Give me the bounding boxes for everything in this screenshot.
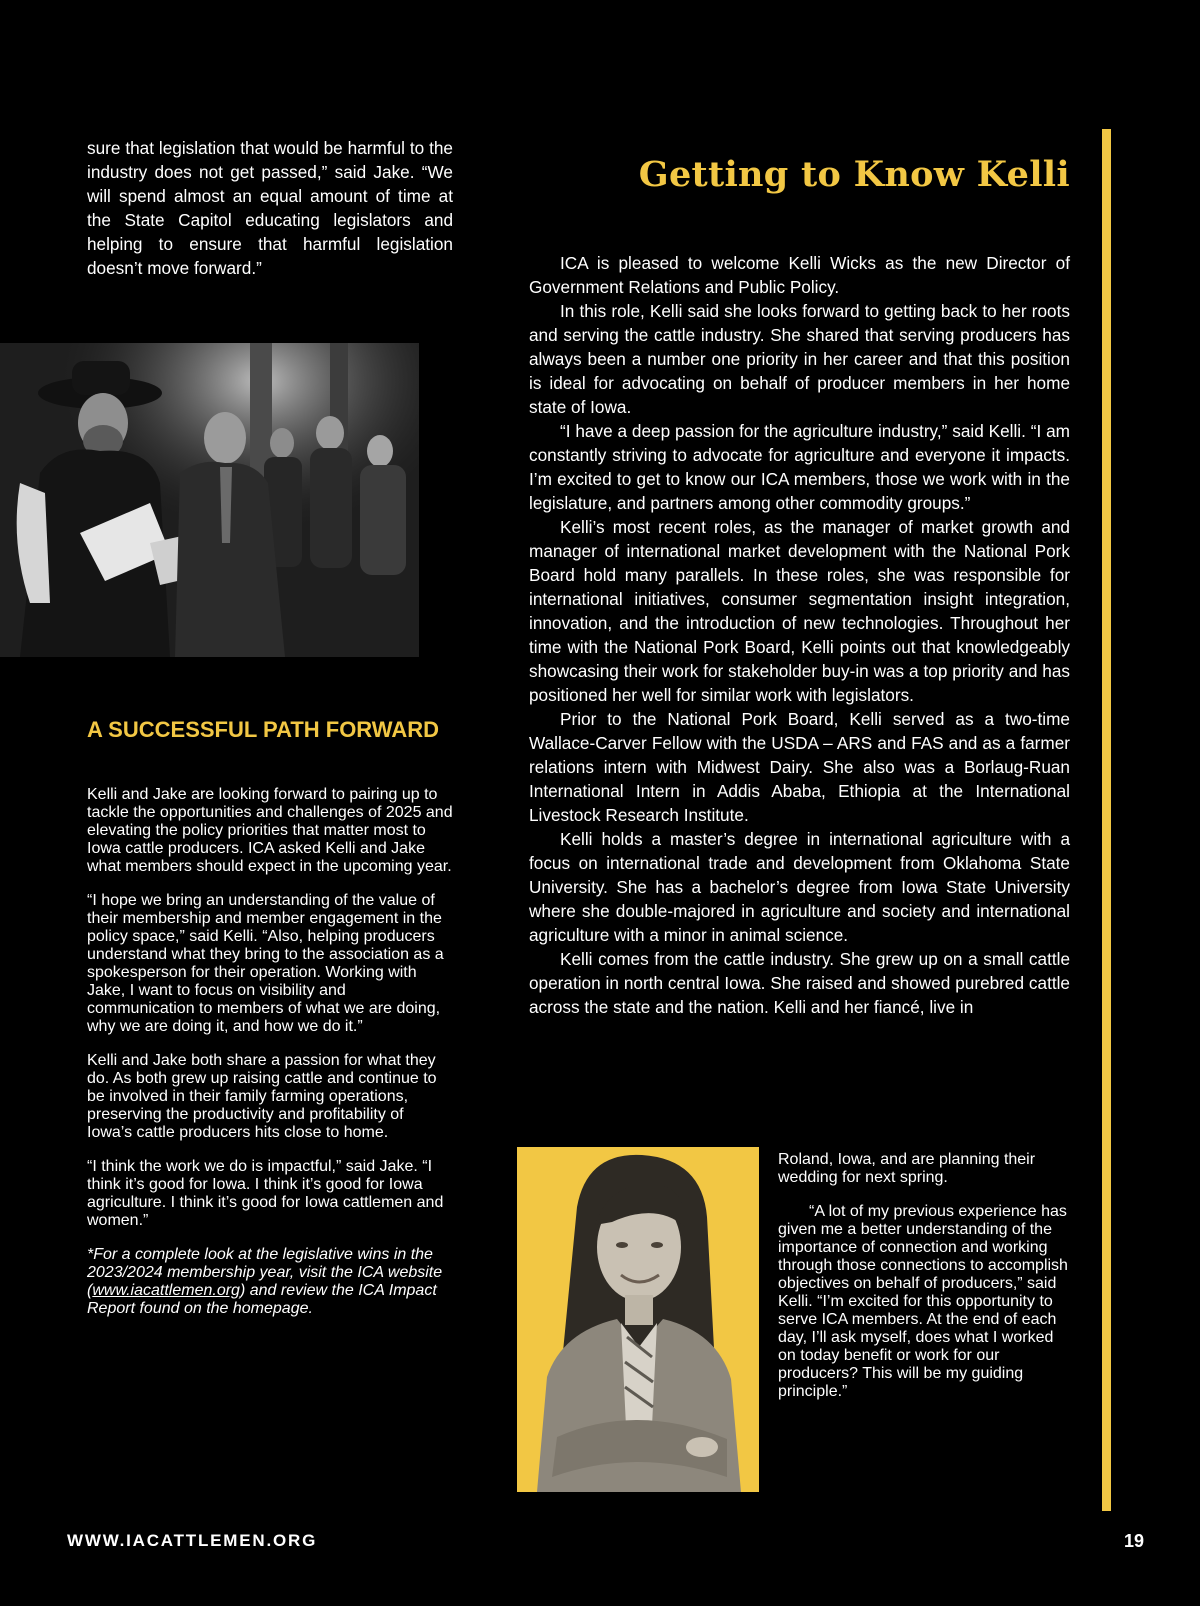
article-paragraph: “I have a deep passion for the agriculture industry,” said Kelli. “I am constantly striving to advocate for agriculture and everyone it impacts. I’m excited to get to know our ICA members, those we work with in the legislature, and partners among other commodity groups.” (529, 421, 1070, 513)
article-paragraph: In this role, Kelli said she looks forward to getting back to her roots and serving the cattle industry. She shared that serving producers has always been a number one priority in her career and that this position is ideal for advocating on behalf of producer members in her home state of Iowa. (529, 301, 1070, 417)
footnote-text-end: ) and review the ICA Impact Report found on the homepage. (87, 1282, 437, 1317)
ica-website-link[interactable]: www.iacattlemen.org (92, 1282, 240, 1299)
article-paragraph: Kelli holds a master’s degree in international agriculture with a focus on international trade and development from Oklahoma State University. She has a bachelor’s degree from Iowa State University where she double-majored in agriculture and society and international agriculture with a minor in animal science. (529, 829, 1070, 945)
article-body (529, 251, 1070, 1019)
section-paragraph: “I hope we bring an understanding of the value of their membership and member engagement in the policy space,” said Kelli. “Also, helping producers understand what they bring to the association as a spokesperson for their operation. Working with Jake, I want to focus on visibility and communication to members of what we are doing, why we are doing it, and how we do it.” (87, 892, 444, 1035)
left-column-intro (87, 136, 453, 280)
footnote-paragraph (87, 1246, 453, 1318)
footer-url: WWW.IACATTLEMEN.ORG (67, 1531, 318, 1550)
capitol-photo (0, 343, 419, 657)
kelli-portrait (517, 1147, 759, 1492)
article-continued: Roland, Iowa, and are planning their wedding for next spring. (778, 1151, 1036, 1186)
article-title: Getting to Know Kelli (638, 154, 1070, 195)
accent-bar (1102, 129, 1111, 1511)
article-paragraph: Kelli’s most recent roles, as the manager of market growth and manager of international market development with the National Pork Board hold many parallels. In these roles, she was responsible for international initiatives, consumer segmentation insight integration, innovation, and the introduction of new technologies. Throughout her time with the National Pork Board, Kelli points out that knowledgeably showcasing their work for stakeholder buy-in was a top priority and has positioned her well for similar work with legislators. (529, 517, 1070, 705)
intro-paragraph: sure that legislation that would be harmful to the industry does not get passed,” said Jake. “We will spend almost an equal amount of time at the State Capitol educating legislators and helping to ensure that harmful legislation doesn’t move forward.” (87, 138, 453, 278)
article-final-quote: “A lot of my previous experience has given me a better understanding of the importance of connection and working through those connections to accomplish objectives on behalf of producers,” said Kelli. “I’m excited for this opportunity to serve ICA members. At the end of each day, I’ll ask myself, does what I worked on today benefit or work for our producers? This will be my guiding principle.” (778, 1203, 1068, 1400)
section-paragraph: Kelli and Jake are looking forward to pairing up to tackle the opportunities and challenges of 2025 and elevating the policy priorities that matter most to Iowa cattle producers. ICA asked Kelli and Jake what members should expect in the upcoming year. (87, 786, 453, 875)
article-wrap-text (778, 1135, 1070, 1417)
section-paragraph: Kelli and Jake both share a passion for what they do. As both grew up raising cattle and continue to be involved in their family farming operations, preserving the productivity and profitability of Iowa’s cattle producers hits close to home. (87, 1052, 437, 1141)
footnote-text-start: *For a complete look at the legislative wins in the 2023/2024 membership year, visit the ICA website ( (87, 1246, 443, 1299)
article-paragraph: ICA is pleased to welcome Kelli Wicks as the new Director of Government Relations and Public Policy. (529, 253, 1070, 297)
section-paragraph: “I think the work we do is impactful,” said Jake. “I think it’s good for Iowa. I think it’s good for Iowa agriculture. I think it’s good for Iowa cattlemen and women.” (87, 1158, 444, 1229)
page-number: 19 (1123, 1531, 1144, 1551)
article-paragraph: Kelli comes from the cattle industry. She grew up on a small cattle operation in north central Iowa. She raised and showed purebred cattle across the state and the nation. Kelli and her fiancé, live in (529, 949, 1070, 1017)
left-column-section (87, 770, 453, 1334)
section-heading: A SUCCESSFUL PATH FORWARD (87, 717, 440, 742)
article-paragraph: Prior to the National Pork Board, Kelli served as a two-time Wallace-Carver Fellow with the USDA – ARS and FAS and as a farmer relations intern with Midwest Dairy. She also was a Borlaug-Ruan International Intern in Addis Ababa, Ethiopia at the International Livestock Research Institute. (529, 709, 1070, 825)
